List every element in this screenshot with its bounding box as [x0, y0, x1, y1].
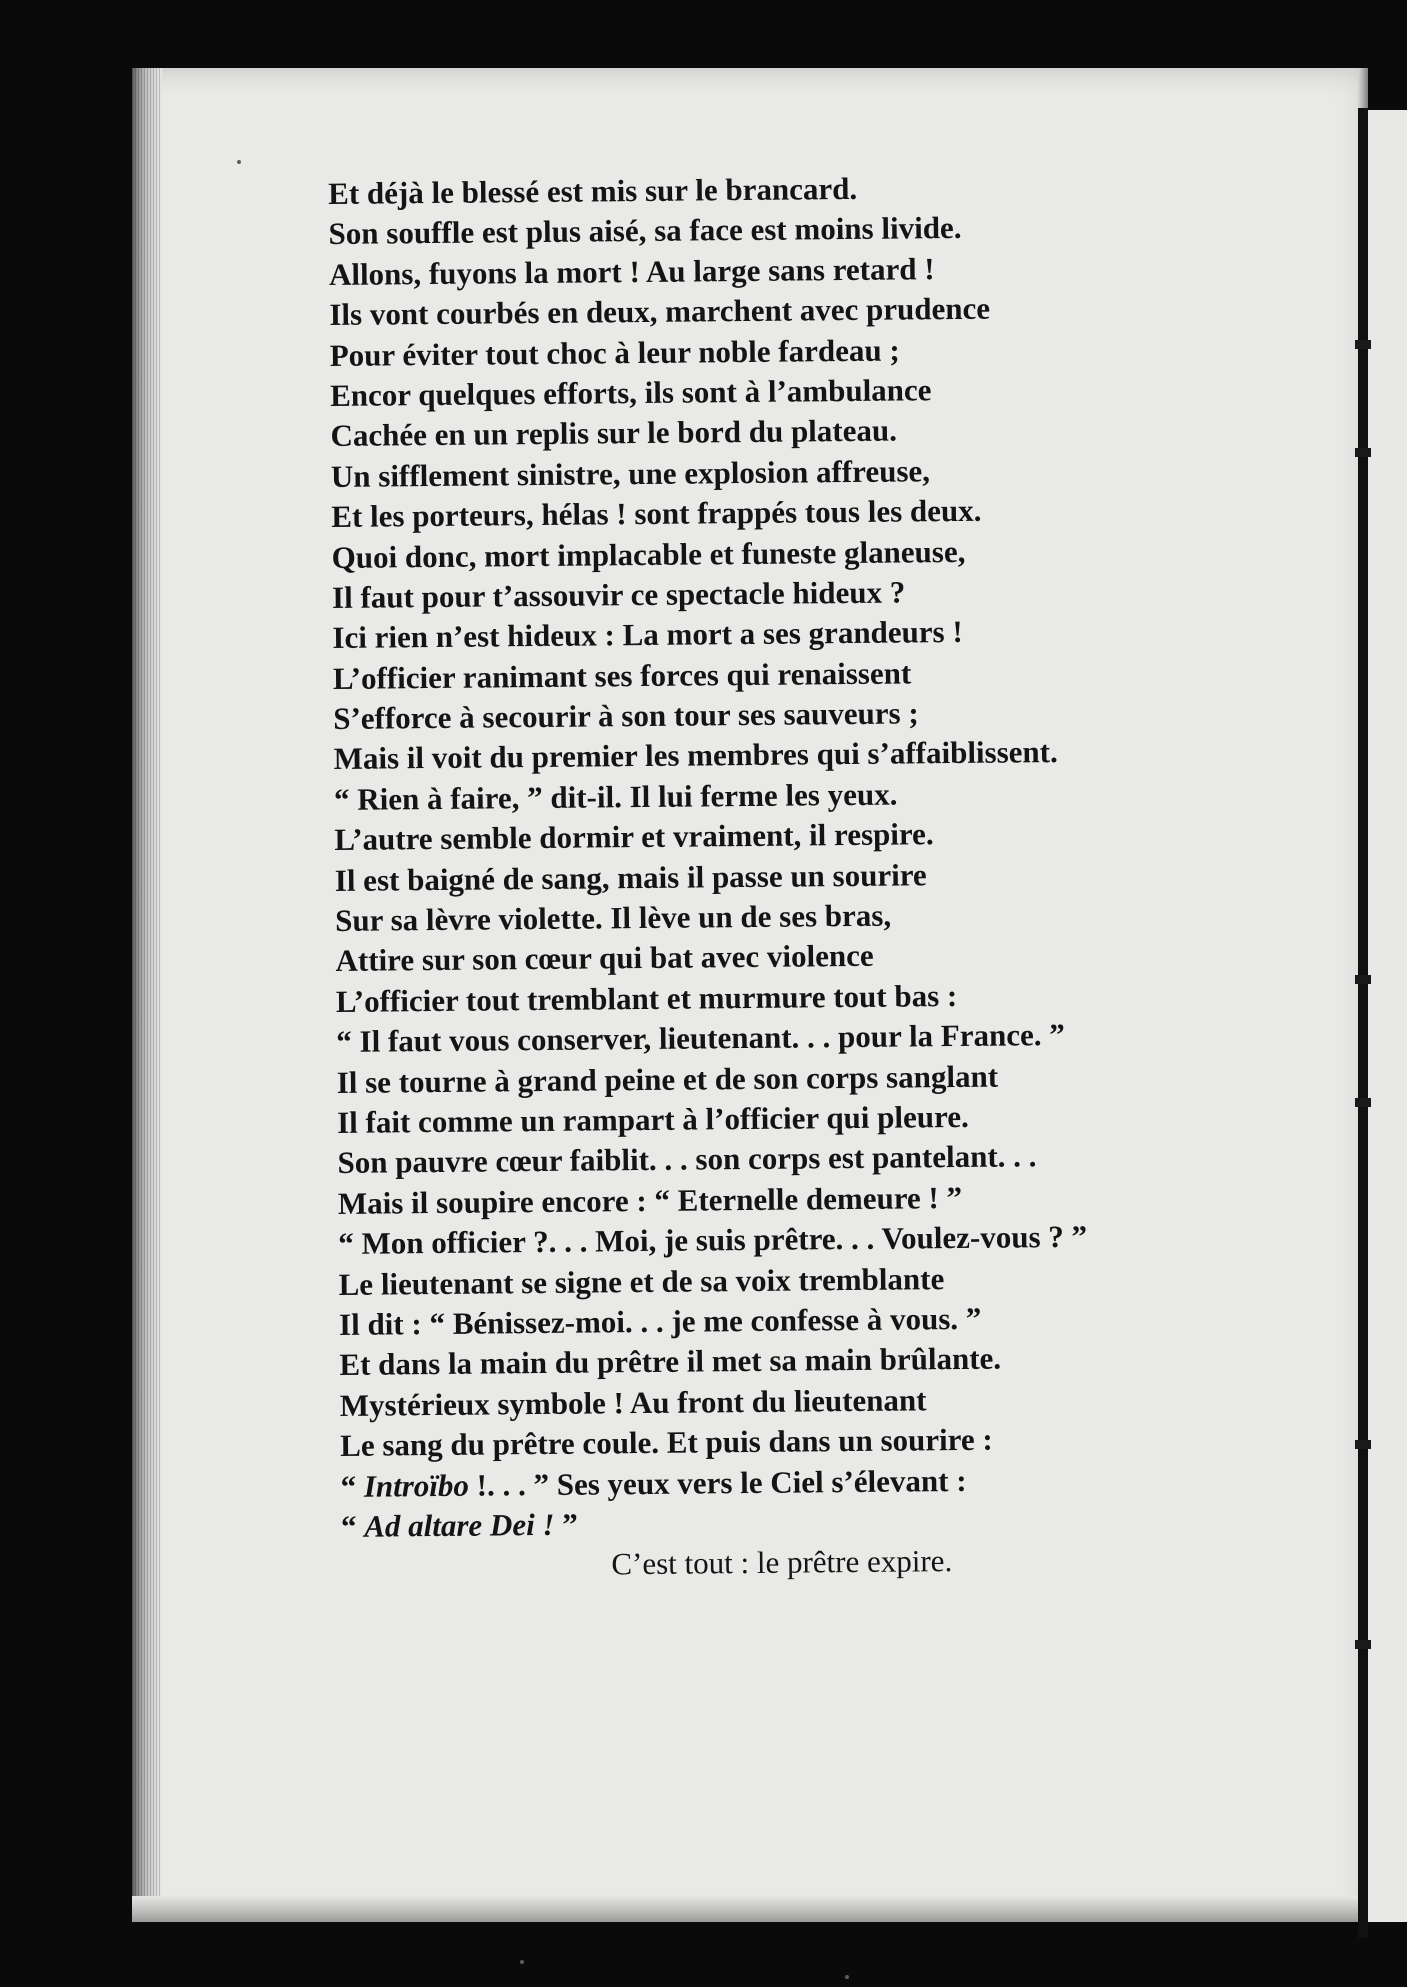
poem-line: Il est baigné de sang, mais il passe un sourire [334, 856, 927, 898]
poem-line [340, 1459, 1089, 1507]
poem-line: Pour éviter tout choc à leur noble fardeau ; [329, 332, 900, 373]
poem-line: Ici rien n’est hideux : La mort a ses grandeurs ! [332, 614, 963, 656]
poem-italic-phrase: Ad altare Dei ! [364, 1506, 555, 1544]
poem-line: Et déjà le blessé est mis sur le brancard. [328, 170, 858, 211]
poem-line: Il faut pour t’assouvir ce spectacle hideux ? [331, 574, 906, 615]
poem-line-tail: !. . . ” Ses yeux vers le Ciel s’élevant : [468, 1462, 967, 1503]
poem-line: “ Mon officier ?. . . Moi, je suis prêtre. . . Voulez-vous ? ” [338, 1218, 1088, 1262]
poem-line: Il dit : “ Bénissez-moi. . . je me confesse à vous. ” [338, 1300, 982, 1342]
paper-speck [845, 1975, 849, 1979]
poem-line: Un sifflement sinistre, une explosion affreuse, [330, 452, 931, 494]
poem-line: Le sang du prêtre coule. Et puis dans un sourire : [340, 1421, 993, 1464]
poem-final-line: C’est tout : le prêtre expire. [611, 1543, 953, 1582]
binding-stitch [1355, 448, 1371, 457]
poem-line: Encor quelques efforts, ils sont à l’ambulance [329, 372, 932, 413]
binding-stitch [1355, 1098, 1371, 1107]
poem-text [328, 167, 1090, 1588]
poem-line: Mais il voit du premier les membres qui s’affaiblissent. [333, 734, 1058, 777]
poem-line: Sur sa lèvre violette. Il lève un de ses bras, [334, 897, 892, 938]
poem-line: “ Il faut vous conserver, lieutenant. . . pour la France. ” [336, 1017, 1065, 1060]
paper-speck [237, 160, 241, 164]
poem-line: Mystérieux symbole ! Au front du lieutenant [339, 1382, 927, 1423]
binding-stitch [1355, 1440, 1371, 1449]
spine-rule [1358, 108, 1368, 1938]
poem-line: L’officier ranimant ses forces qui renaissent [332, 655, 912, 696]
poem-line: Allons, fuyons la mort ! Au large sans retard ! [328, 250, 935, 292]
poem-italic-phrase: Introïbo [363, 1467, 470, 1504]
poem-line: Ils vont courbés en deux, marchent avec prudence [329, 290, 991, 333]
binding-stitch [1355, 975, 1371, 984]
page-binding-edge [132, 68, 162, 1922]
poem-line: L’officier tout tremblant et murmure tout bas : [335, 977, 958, 1019]
poem-line-lead: “ [340, 1468, 365, 1504]
poem-line: Son souffle est plus aisé, sa face est moins livide. [328, 210, 962, 252]
poem-line: Le lieutenant se signe et de sa voix tremblante [338, 1260, 945, 1302]
page-bottom-edge [132, 1896, 1368, 1922]
poem-line [341, 1500, 1090, 1548]
poem-line: L’autre semble dormir et vraiment, il respire. [334, 816, 934, 858]
poem-line: “ Rien à faire, ” dit-il. Il lui ferme les yeux. [333, 776, 898, 817]
binding-stitch [1355, 1640, 1371, 1649]
poem-line: Cachée en un replis sur le bord du plateau. [330, 412, 898, 454]
poem-line: Et dans la main du prêtre il met sa main brûlante. [339, 1340, 1002, 1383]
paper-speck [520, 1960, 524, 1964]
poem-line: Quoi donc, mort implacable et funeste glaneuse, [331, 533, 966, 575]
poem-line: Son pauvre cœur faiblit. . . son corps est pantelant. . . [337, 1138, 1037, 1181]
poem-line-lead: “ [340, 1508, 365, 1544]
poem-line: Et les porteurs, hélas ! sont frappés tous les deux. [331, 492, 982, 535]
poem-line: S’efforce à secourir à son tour ses sauveurs ; [333, 695, 919, 737]
poem-line: Il fait comme un rampart à l’officier qui pleure. [336, 1098, 969, 1140]
facing-page-strip [1368, 110, 1407, 1922]
poem-line-tail: ” [554, 1506, 578, 1542]
poem-line: Attire sur son cœur qui bat avec violence [335, 938, 874, 979]
binding-stitch [1355, 340, 1371, 349]
poem-line: Il se tourne à grand peine et de son corps sanglant [336, 1058, 999, 1100]
poem-line: Mais il soupire encore : “ Eternelle demeure ! ” [337, 1179, 963, 1221]
